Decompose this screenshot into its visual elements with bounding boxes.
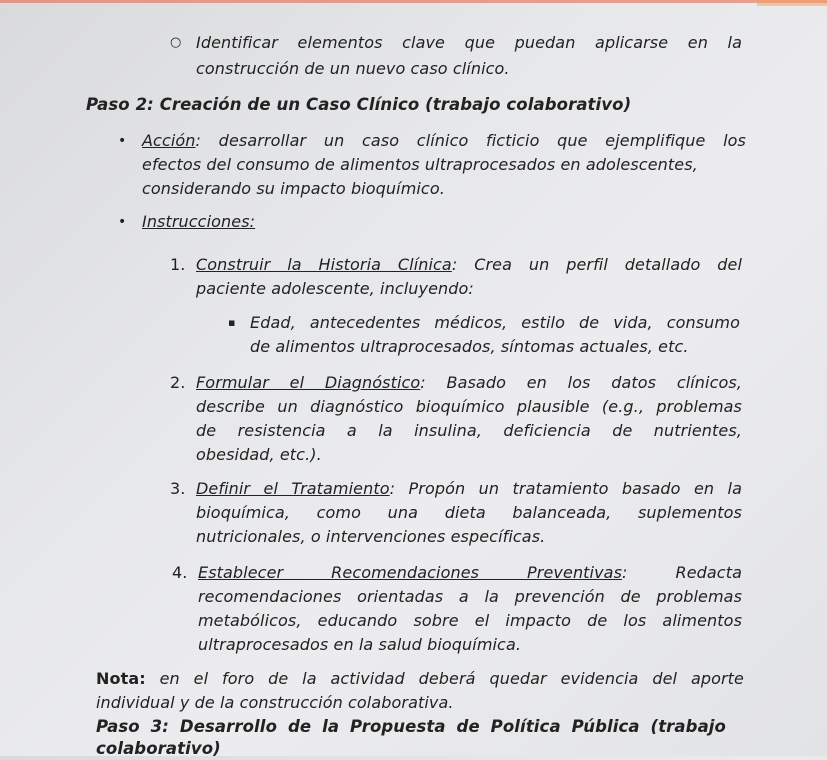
paso3-heading-line-2: colaborativo) xyxy=(96,739,221,758)
item3-line-2: bioquímica, como una dieta balanceada, suplementos xyxy=(196,503,742,522)
item1-line-2: paciente adolescente, incluyendo: xyxy=(196,279,474,298)
hollow-bullet-icon: ○ xyxy=(170,35,182,50)
sub-bullet-line-2: construcción de un nuevo caso clínico. xyxy=(196,59,510,78)
sub-bullet-line-1: Identificar elementos clave que puedan aplicarse en la xyxy=(196,33,742,52)
top-edge-line xyxy=(0,0,827,3)
item2-text-1: : Basado en los datos clínicos, xyxy=(420,373,742,392)
nota-line-2: individual y de la construcción colaborativa. xyxy=(96,693,454,712)
item2-label: Formular el Diagnóstico xyxy=(196,373,421,392)
item4-line-2: recomendaciones orientadas a la prevención de problemas xyxy=(198,587,742,606)
accion-line-1 xyxy=(142,130,746,152)
item2-line-2: describe un diagnóstico bioquímico plausible (e.g., problemas xyxy=(196,397,742,416)
top-right-glare xyxy=(757,0,827,6)
item3-line-1 xyxy=(196,478,742,500)
bullet-icon: • xyxy=(118,133,127,149)
item4-line-1 xyxy=(198,562,742,584)
paso2-heading: Paso 2: Creación de un Caso Clínico (trabajo colaborativo) xyxy=(86,95,632,114)
item4-number: 4. xyxy=(172,563,188,582)
item2-line-3: de resistencia a la insulina, deficiencia de nutrientes, xyxy=(196,421,742,440)
item4-line-3: metabólicos, educando sobre el impacto de los alimentos xyxy=(198,611,742,630)
instrucciones-label: Instrucciones: xyxy=(142,212,256,231)
accion-line-2: efectos del consumo de alimentos ultraprocesados en adolescentes, xyxy=(142,155,698,174)
nota-line-1 xyxy=(96,668,744,690)
nota-label: Nota: xyxy=(96,669,146,688)
accion-text-1: : desarrollar un caso clínico ficticio que ejemplifique los xyxy=(195,131,746,150)
item1-sub-line-2: de alimentos ultraprocesados, síntomas actuales, etc. xyxy=(250,337,689,356)
accion-label: Acción xyxy=(142,131,196,150)
item1-sub-line-1: Edad, antecedentes médicos, estilo de vida, consumo xyxy=(250,313,740,332)
paso3-heading-line-1: Paso 3: Desarrollo de la Propuesta de Política Pública (trabajo xyxy=(96,717,726,736)
accion-line-3: considerando su impacto bioquímico. xyxy=(142,179,445,198)
item2-number: 2. xyxy=(170,373,186,392)
item1-number: 1. xyxy=(170,255,186,274)
item2-line-4: obesidad, etc.). xyxy=(196,445,322,464)
square-bullet-icon: ▪ xyxy=(228,316,236,329)
item3-label: Definir el Tratamiento xyxy=(196,479,390,498)
item3-line-3: nutricionales, o intervenciones específicas. xyxy=(196,527,546,546)
item1-label: Construir la Historia Clínica xyxy=(196,255,452,274)
item1-line-1 xyxy=(196,254,742,276)
bullet-icon: • xyxy=(118,214,127,230)
item1-text-1: : Crea un perfil detallado del xyxy=(451,255,742,274)
item4-line-4: ultraprocesados en la salud bioquímica. xyxy=(198,635,522,654)
item3-text-1: : Propón un tratamiento basado en la xyxy=(389,479,742,498)
nota-text-1: en el foro de la actividad deberá quedar evidencia del aporte xyxy=(145,669,744,688)
item4-text-1: : Redacta xyxy=(622,563,742,582)
item3-number: 3. xyxy=(170,479,186,498)
item4-label: Establecer Recomendaciones Preventivas xyxy=(198,563,623,582)
item2-line-1 xyxy=(196,372,742,394)
